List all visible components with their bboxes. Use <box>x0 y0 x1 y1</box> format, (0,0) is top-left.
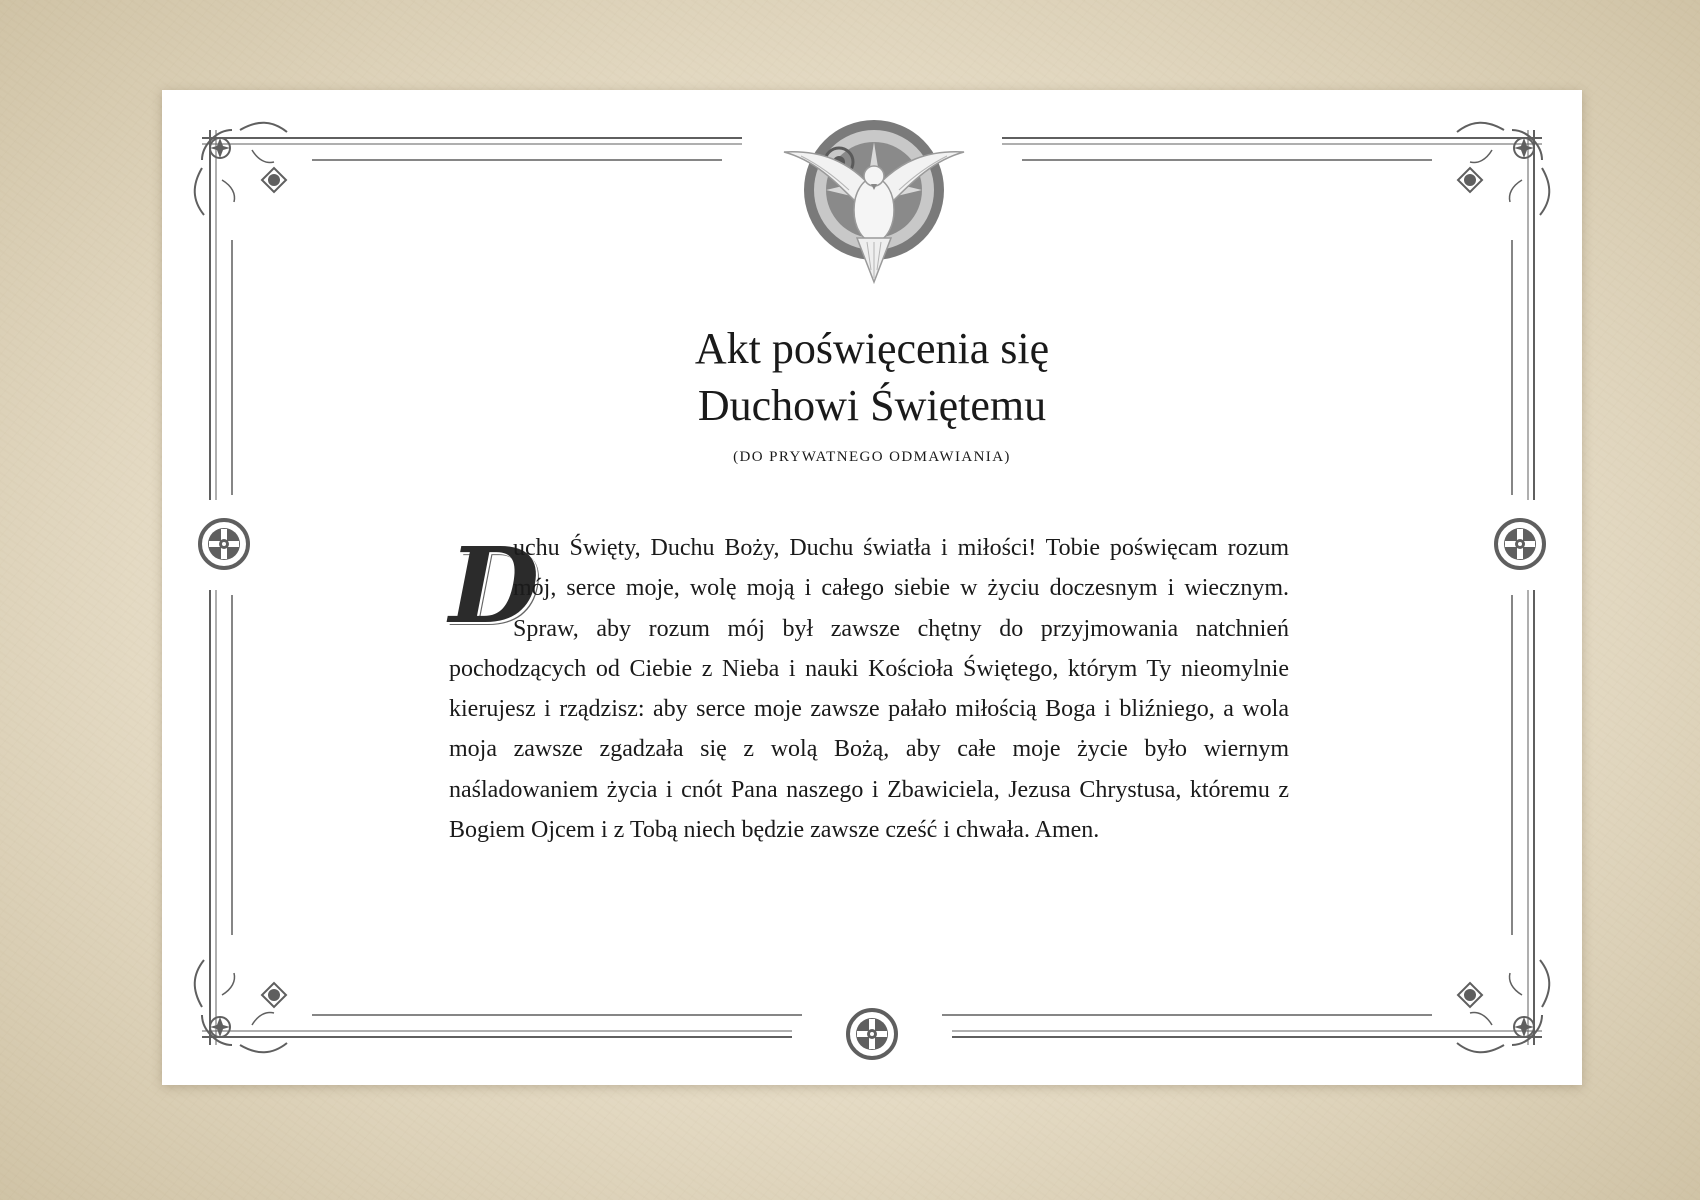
rose-window-medallion-icon <box>1496 520 1544 568</box>
rose-window-medallion-icon <box>848 1010 896 1058</box>
prayer-body <box>449 524 1289 850</box>
gothic-corner-ornament-icon <box>195 960 287 1052</box>
gothic-corner-ornament-icon <box>1457 123 1549 215</box>
title-line-2: Duchowi Świętemu <box>697 381 1047 430</box>
drop-cap-letter: D <box>449 524 540 647</box>
title-line-1: Akt poświęcenia się <box>694 324 1050 373</box>
gothic-corner-ornament-icon <box>1457 960 1549 1052</box>
prayer-card <box>162 90 1582 1085</box>
prayer-subtitle: (DO PRYWATNEGO ODMAWIANIA) <box>733 449 1011 465</box>
rose-window-medallion-icon <box>200 520 248 568</box>
prayer-text: uchu Święty, Duchu Boży, Duchu światła i miłości! Tobie poświęcam rozum mój, serce moje, wolę moją i całego siebie w życiu doczesnym i wiecznym. Spraw, aby rozum mój był zawsze chętny do przyjmowania natchnień pochodzących od Ciebie z Nieba i nauki Kościoła Świętego, którym Ty nieomylnie kierujesz i rządzisz: aby serce moje zawsze pałało miłością Boga i bliźniego, a wola moja zawsze zgadzała się z wolą Bożą, aby całe moje życie było wiernym naśladowaniem życia i cnót Pana naszego i Zbawiciela, Jezusa Chrystusa, któremu z Bogiem Ojcem i z Tobą niech będzie zawsze cześć i chwała. Amen. <box>449 535 1289 844</box>
prayer-title <box>162 320 1582 434</box>
holy-spirit-dove-icon <box>779 110 969 295</box>
gothic-corner-ornament-icon <box>195 123 287 215</box>
